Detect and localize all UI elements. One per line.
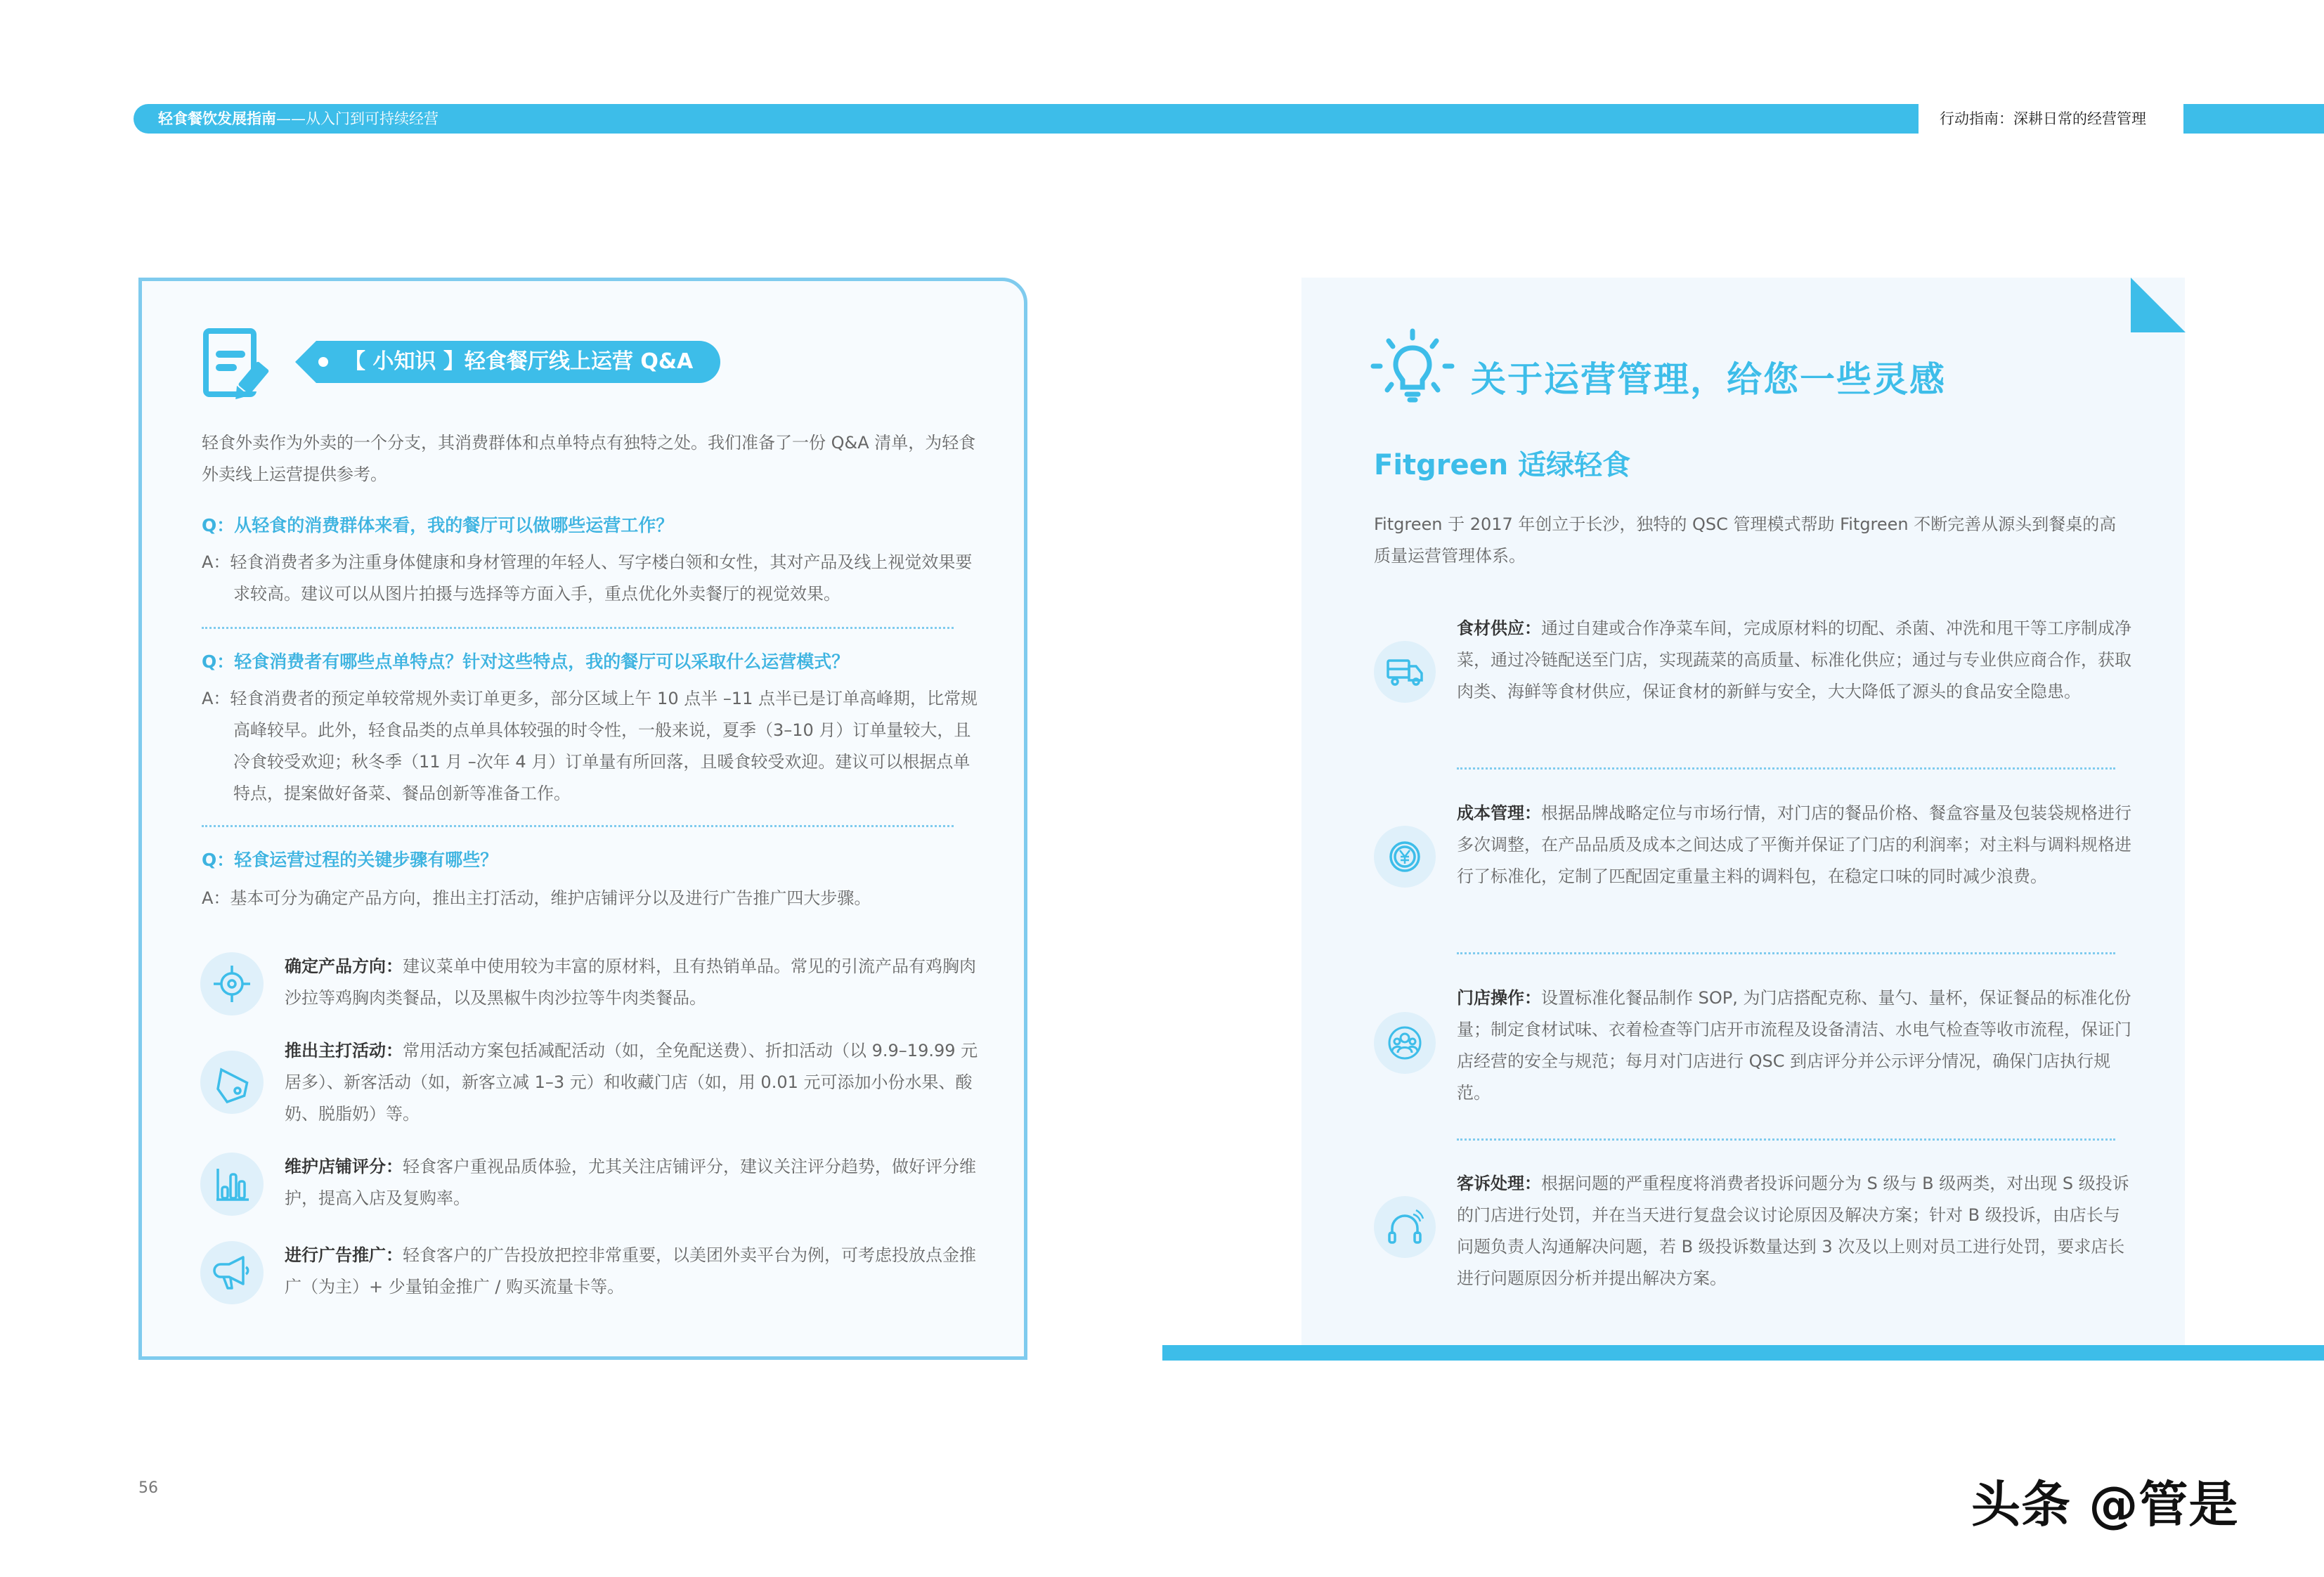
yen-coin-icon <box>1374 826 1436 888</box>
book-title-main: 轻食餐饮发展指南 <box>158 110 276 127</box>
answer-2: A：轻食消费者的预定单较常规外卖订单更多，部分区域上午 10 点半 –11 点半已是订单高峰期，比常规高峰较早。此外，轻食品类的点单具体较强的时令性，一般来说，夏季（3–10 月）订单量较大，且冷食较受欢迎；秋冬季（11 月 –次年 4 月）订单量有所回落，且暖食较受欢迎。建议可以根据点单特点，提案做好备菜、餐品创新等准备工作。 <box>202 689 978 803</box>
item-text <box>1457 982 2131 1109</box>
divider <box>1457 952 2115 954</box>
step-title: 确定产品方向： <box>285 956 403 976</box>
divider <box>202 627 954 629</box>
brand-title: Fitgreen 适绿轻食 <box>1374 449 1631 481</box>
step-title: 维护店铺评分： <box>285 1157 403 1176</box>
step-body: 轻食客户的广告投放把控非常重要，以美团外卖平台为例，可考虑投放点金推广（为主）+ 少量铂金推广 / 购买流量卡等。 <box>285 1245 976 1297</box>
book-title-sub: ——从入门到可持续经营 <box>276 110 439 127</box>
corner-triangle <box>2131 278 2186 332</box>
chapter-title: 行动指南：深耕日常的经营管理 <box>1940 110 2146 127</box>
item-text <box>1457 798 2131 893</box>
step-text <box>285 951 980 1014</box>
answer-1: A：轻食消费者多为注重身体健康和身材管理的年轻人、写字楼白领和女性，其对产品及线上视觉效果要求较高。建议可以从图片拍摄与选择等方面入手，重点优化外卖餐厅的视觉效果。 <box>202 552 973 604</box>
question-2: Q：轻食消费者有哪些点单特点？针对这些特点，我的餐厅可以采取什么运营模式？ <box>202 651 850 672</box>
question-3: Q：轻食运营过程的关键步骤有哪些？ <box>202 850 498 870</box>
truck-icon <box>1374 641 1436 703</box>
qa-tag-text: 【 小知识 】轻食餐厅线上运营 Q&A <box>344 349 694 374</box>
megaphone-icon <box>200 1241 264 1304</box>
qa-tag-label <box>295 341 720 383</box>
price-tag-icon <box>200 1051 264 1114</box>
item-title: 食材供应： <box>1457 618 1541 638</box>
step-title: 进行广告推广： <box>285 1245 403 1265</box>
question-1: Q：从轻食的消费群体来看，我的餐厅可以做哪些运营工作？ <box>202 515 674 536</box>
headset-icon <box>1374 1196 1436 1258</box>
item-title: 成本管理： <box>1457 803 1541 823</box>
qa-intro: 轻食外卖作为外卖的一个分支，其消费群体和点单特点有独特之处。我们准备了一份 Q&A 清单，为轻食外卖线上运营提供参考。 <box>202 433 976 484</box>
step-text <box>285 1151 980 1214</box>
step-body: 常用活动方案包括减配活动（如，全免配送费）、折扣活动（以 9.9–19.99 元居多）、新客活动（如，新客立减 1–3 元）和收藏门店（如，用 0.01 元可添加小份水果、酸奶、脱脂奶）等。 <box>285 1041 978 1124</box>
item-title: 客诉处理： <box>1457 1174 1541 1193</box>
item-body: 根据品牌战略定位与市场行情，对门店的餐品价格、餐盒容量及包装袋规格进行多次调整，在产品品质及成本之间达成了平衡并保证了门店的利润率；对主料与调料规格进行了标准化，定制了匹配固定重量主料的调料包，在稳定口味的同时减少浪费。 <box>1457 803 2131 886</box>
item-text <box>1457 613 2131 708</box>
brand-intro: Fitgreen 于 2017 年创立于长沙，独特的 QSC 管理模式帮助 Fitgreen 不断完善从源头到餐桌的高质量运营管理体系。 <box>1374 514 2117 566</box>
step-title: 推出主打活动： <box>285 1041 403 1060</box>
team-target-icon <box>1374 1012 1436 1074</box>
item-body: 根据问题的严重程度将消费者投诉问题分为 S 级与 B 级两类，对出现 S 级投诉的门店进行处罚，并在当天进行复盘会议讨论原因及解决方案；针对 B 级投诉，由店长与问题负责人沟通解决问题，若 B 级投诉数量达到 3 次及以上则对员工进行处罚，要求店长进行问题原因分析并提出解决方案。 <box>1457 1174 2129 1288</box>
bar-chart-icon <box>200 1153 264 1216</box>
item-body: 设置标准化餐品制作 SOP, 为门店搭配克称、量勺、量杯，保证餐品的标准化份量；制定食材试味、衣着检查等门店开市流程及设备清洁、水电气检查等收市流程，保证门店经营的安全与规范；每月对门店进行 QSC 到店评分并公示评分情况，确保门店执行规范。 <box>1457 988 2131 1103</box>
document-edit-icon <box>200 325 278 403</box>
target-icon <box>200 952 264 1015</box>
book-title <box>158 104 439 134</box>
step-body: 轻食客户重视品质体验，尤其关注店铺评分，建议关注评分趋势，做好评分维护，提高入店及复购率。 <box>285 1157 976 1208</box>
item-title: 门店操作： <box>1457 988 1541 1008</box>
answer-3: A：基本可分为确定产品方向，推出主打活动，维护店铺评分以及进行广告推广四大步骤。 <box>202 888 871 908</box>
bottom-accent-bar <box>1162 1345 2324 1361</box>
lightbulb-icon <box>1370 327 1455 411</box>
step-text <box>285 1035 980 1130</box>
item-body: 通过自建或合作净菜车间，完成原材料的切配、杀菌、冲洗和甩干等工序制成净菜，通过冷链配送至门店，实现蔬菜的高质量、标准化供应；通过与专业供应商合作，获取肉类、海鲜等食材供应，保证食材的新鲜与安全，大大降低了源头的食品安全隐患。 <box>1457 618 2131 701</box>
divider <box>1457 767 2115 770</box>
item-text <box>1457 1168 2131 1294</box>
panel-title: 关于运营管理，给您一些灵感 <box>1471 359 1946 400</box>
header-bar-right <box>2183 104 2324 134</box>
divider <box>1457 1138 2115 1141</box>
page-number: 56 <box>138 1479 158 1497</box>
watermark: 头条 @管是 <box>1971 1476 2239 1533</box>
divider <box>202 825 954 827</box>
step-body: 建议菜单中使用较为丰富的原材料，且有热销单品。常见的引流产品有鸡胸肉沙拉等鸡胸肉类餐品，以及黑椒牛肉沙拉等牛肉类餐品。 <box>285 956 976 1008</box>
step-text <box>285 1240 980 1303</box>
